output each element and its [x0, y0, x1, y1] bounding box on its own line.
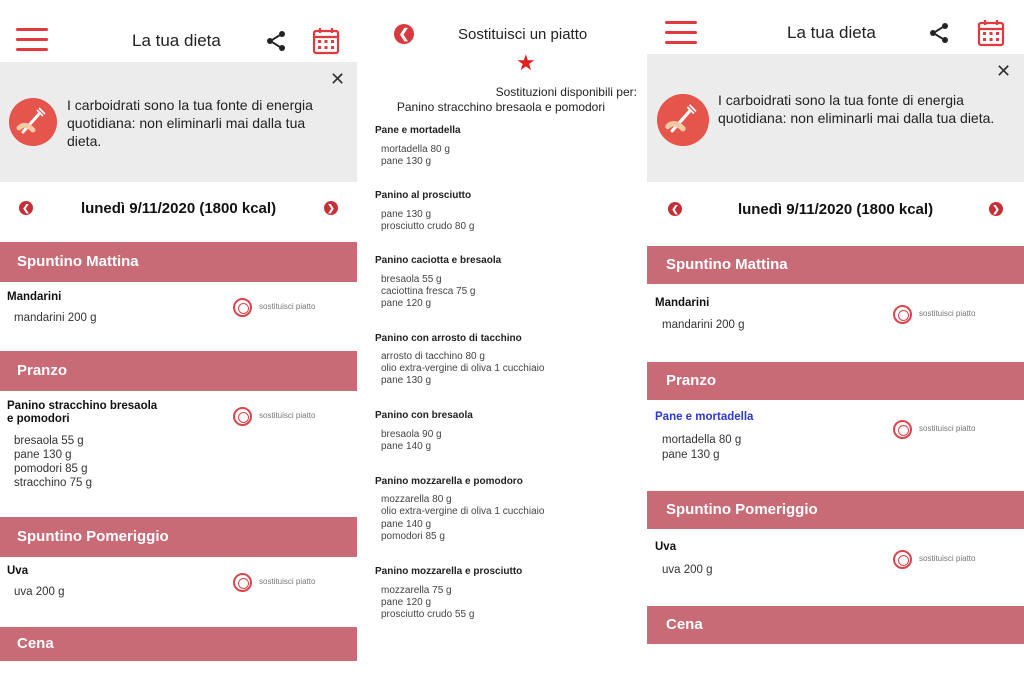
page-title: Sostituisci un piatto — [458, 26, 588, 43]
back-button[interactable]: ❮ — [394, 24, 414, 44]
swap-icon — [893, 305, 912, 324]
share-icon[interactable] — [264, 29, 288, 53]
tip-banner — [0, 62, 357, 182]
next-day-button[interactable]: ❯ — [989, 202, 1003, 216]
alternative-ingredient: mozzarella 75 g — [381, 585, 452, 596]
dish-name: Mandarini — [7, 291, 62, 303]
meal-header-pranzo: Pranzo — [0, 351, 357, 391]
meal-header-spuntino-pomeriggio: Spuntino Pomeriggio — [647, 491, 1024, 529]
alternative-dish[interactable]: Panino mozzarella e pomodoro — [375, 476, 523, 487]
close-icon[interactable]: ✕ — [330, 69, 346, 89]
tip-text: I carboidrati sono la tua fonte di energia quotidiana: non eliminarli mai dalla tua dieta. — [67, 97, 313, 149]
swap-label: sostituisci piatto — [919, 424, 976, 433]
menu-icon[interactable] — [16, 28, 48, 52]
swap-label: sostituisci piatto — [919, 309, 976, 318]
alternative-dish[interactable]: Panino mozzarella e prosciutto — [375, 566, 523, 577]
dish-name: Panino stracchino bresaola — [7, 400, 158, 412]
page-title: La tua dieta — [787, 23, 876, 42]
alternative-dish[interactable]: Panino con arrosto di tacchino — [375, 333, 522, 344]
alternative-dish[interactable]: Panino caciotta e bresaola — [375, 255, 502, 266]
alternative-dish[interactable]: Panino al prosciutto — [375, 190, 472, 201]
fork-hand-icon — [657, 94, 709, 146]
alternative-ingredient: bresaola 55 g — [381, 274, 442, 285]
alternative-ingredient: pane 130 g — [381, 209, 432, 220]
previous-day-button[interactable]: ❮ — [19, 201, 33, 215]
dish-name-selected: Pane e mortadella — [655, 411, 754, 423]
calendar-icon[interactable] — [977, 19, 1005, 47]
alternative-ingredient: bresaola 90 g — [381, 429, 442, 440]
alternative-ingredient: pane 140 g — [381, 519, 432, 530]
star-icon[interactable]: ★ — [516, 50, 536, 75]
meal-header-cena: Cena — [647, 606, 1024, 644]
screen-diet-after — [647, 0, 1024, 683]
date-label: lunedì 9/11/2020 (1800 kcal) — [80, 200, 277, 217]
meal-header-spuntino-mattina: Spuntino Mattina — [647, 246, 1024, 284]
alternative-ingredient: pane 130 g — [381, 375, 432, 386]
alternative-ingredient: pane 140 g — [381, 441, 432, 452]
alternative-ingredient: mozzarella 80 g — [381, 494, 452, 505]
alternative-ingredient: pomodori 85 g — [381, 531, 445, 542]
meal-header-spuntino-mattina: Spuntino Mattina — [0, 242, 357, 282]
ingredient: uva 200 g — [662, 564, 713, 576]
ingredient: mortadella 80 g — [662, 434, 742, 446]
alternative-ingredient: arrosto di tacchino 80 g — [381, 351, 485, 362]
alternative-ingredient: mortadella 80 g — [381, 144, 450, 155]
ingredient: mandarini 200 g — [662, 319, 745, 331]
app-header — [647, 0, 1024, 54]
ingredient: pomodori 85 g — [14, 463, 88, 475]
substitutions-dish: Panino stracchino bresaola e pomodori — [396, 100, 605, 114]
tip-banner — [647, 54, 1024, 182]
screen-substitute-dish — [357, 0, 647, 683]
date-label: lunedì 9/11/2020 (1800 kcal) — [737, 201, 934, 218]
alternative-ingredient: pane 130 g — [381, 156, 432, 167]
ingredient: bresaola 55 g — [14, 435, 84, 447]
swap-icon — [233, 573, 252, 592]
page-title: La tua dieta — [132, 31, 221, 50]
swap-icon — [893, 550, 912, 569]
alternative-ingredient: pane 120 g — [381, 298, 432, 309]
alternative-ingredient: prosciutto crudo 55 g — [381, 609, 475, 620]
meal-header-spuntino-pomeriggio: Spuntino Pomeriggio — [0, 517, 357, 557]
dish-name-line2: e pomodori — [7, 413, 70, 425]
ingredient: pane 130 g — [14, 449, 72, 461]
share-icon[interactable] — [927, 21, 951, 45]
previous-day-button[interactable]: ❮ — [668, 202, 682, 216]
tip-text: I carboidrati sono la tua fonte di energia quotidiana: non eliminarli mai dalla tua dieta. — [718, 92, 995, 126]
date-navigation — [0, 190, 357, 230]
swap-label: sostituisci piatto — [259, 577, 316, 586]
swap-icon — [233, 407, 252, 426]
alternative-ingredient: caciottina fresca 75 g — [381, 286, 476, 297]
ingredient: uva 200 g — [14, 586, 65, 598]
next-day-button[interactable]: ❯ — [324, 201, 338, 215]
menu-icon[interactable] — [665, 21, 697, 45]
alternative-dish[interactable]: Pane e mortadella — [375, 125, 461, 136]
fork-hand-icon — [9, 98, 57, 146]
ingredient: pane 130 g — [662, 449, 720, 461]
date-navigation — [647, 190, 1024, 230]
meal-header-pranzo: Pranzo — [647, 362, 1024, 400]
app-header — [0, 0, 357, 62]
ingredient: stracchino 75 g — [14, 477, 92, 489]
alternative-ingredient: olio extra-vergine di oliva 1 cucchiaio — [381, 506, 545, 517]
close-icon[interactable]: ✕ — [996, 61, 1012, 81]
swap-label: sostituisci piatto — [919, 554, 976, 563]
swap-icon — [233, 298, 252, 317]
alternative-dish[interactable]: Panino con bresaola — [375, 410, 473, 421]
substitutions-label: Sostituzioni disponibili per: — [495, 85, 637, 99]
alternative-ingredient: olio extra-vergine di oliva 1 cucchiaio — [381, 363, 545, 374]
alternative-ingredient: pane 120 g — [381, 597, 432, 608]
calendar-icon[interactable] — [312, 27, 340, 55]
screen-diet-before — [0, 0, 357, 683]
dish-name: Mandarini — [655, 297, 710, 309]
swap-label: sostituisci piatto — [259, 302, 316, 311]
meal-header-cena: Cena — [0, 627, 357, 661]
swap-label: sostituisci piatto — [259, 411, 316, 420]
alternative-ingredient: prosciutto crudo 80 g — [381, 221, 475, 232]
dish-name: Uva — [7, 565, 29, 577]
swap-icon — [893, 420, 912, 439]
dish-name: Uva — [655, 541, 677, 553]
ingredient: mandarini 200 g — [14, 312, 97, 324]
